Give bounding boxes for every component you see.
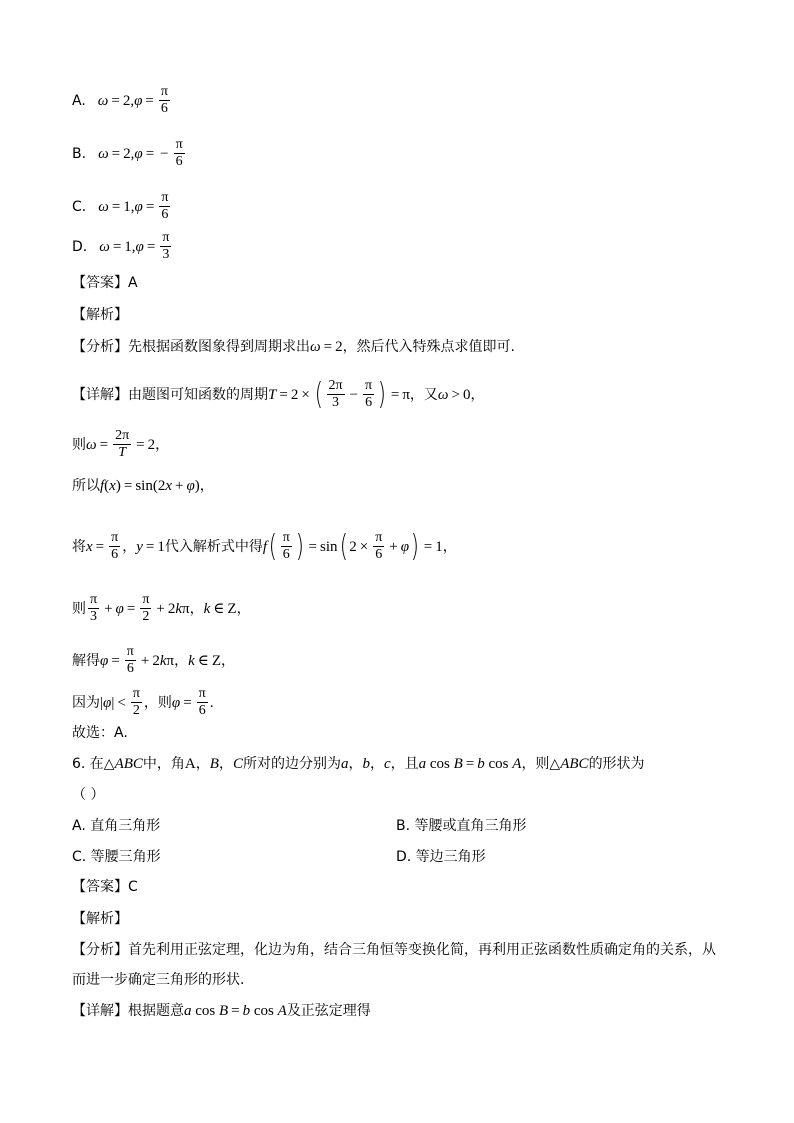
- answer-tag: 【答案】: [72, 275, 128, 291]
- suoyi-text: 所以: [72, 478, 100, 494]
- ze2-text: 则: [72, 600, 86, 617]
- option-label: D.: [72, 238, 88, 255]
- fenxi-text-2: 而进一步确定三角形的形状.: [72, 972, 245, 988]
- answer-value: A: [128, 275, 138, 291]
- fenxi-line: 【分析】 先根据函数图象得到周期求出 ω = 2 ，然后代入特殊点求值即可.: [72, 339, 516, 355]
- option-a-6: [72, 817, 160, 835]
- option-label: B.: [72, 145, 87, 162]
- option-label: A.: [72, 92, 86, 109]
- stem-text: 中，角: [142, 756, 185, 772]
- fenxi-tag: 【分析】: [72, 339, 128, 355]
- guxuan-line: [72, 724, 128, 742]
- omega-value: 1: [124, 238, 132, 255]
- omega-value: 1: [123, 198, 131, 215]
- xiangjie-tag: 【详解】: [72, 1003, 128, 1019]
- phi-symbol: φ: [135, 238, 144, 255]
- analysis-tag-6: [72, 910, 128, 928]
- phi-fraction: $\frac{\pi}{6}$: [160, 84, 168, 116]
- function-line: 所以 f ( x ) = sin (2 x + φ ) ，: [72, 478, 214, 494]
- phi-symbol: φ: [134, 198, 143, 215]
- substitute-line: 将 x = $\frac{\pi}{6}$ ， y = 1 代入解析式中得 f ( $\frac{\pi}{6}$ ) = sin ( 2 × $\frac{\pi}{6}$ + φ ) = 1 ，: [72, 528, 457, 564]
- answer-line-6: [72, 878, 138, 896]
- option-text: D. 等边三角形: [396, 849, 486, 865]
- xiangjie-line: 【详解】 由题图可知函数的周期 T = 2 × ( $\frac{2\pi}{3}$ − $\frac{\pi}{6}$ ) = π ，又 ω > 0 ，: [72, 376, 485, 412]
- option-d-6: [396, 848, 486, 866]
- phi-fraction: $\frac{\pi}{3}$: [162, 230, 170, 262]
- xiangjie-text: 根据题意: [128, 1003, 184, 1019]
- omega-symbol: ω: [98, 145, 109, 162]
- option-c-6: [72, 848, 161, 866]
- phi-conclusion-line: 因为 | φ | < $\frac{\pi}{2}$ ，则 φ = $\frac{\pi}{6}$ .: [72, 686, 214, 718]
- jiang-text: 将: [72, 538, 86, 555]
- phi-symbol: φ: [134, 145, 143, 162]
- xiangjie-tag: 【详解】: [72, 386, 128, 403]
- jiede-text: 解得: [72, 652, 100, 669]
- question-6-stem: 6. 在△ ABC 中，角 A ， B ， C 所对的边分别为 a ， b ， c ，且 a cos B = b cos A ，则△ ABC 的形状为: [72, 756, 645, 772]
- omega-symbol: ω: [97, 92, 109, 109]
- yinwei-text: 因为: [72, 694, 100, 711]
- fenxi-text: 先根据函数图象得到周期求出: [128, 339, 310, 355]
- stem-text: 的形状为: [588, 756, 645, 772]
- paren-text: （ ）: [72, 787, 105, 803]
- omega-symbol: ω: [310, 339, 321, 355]
- phi-symbol: φ: [134, 92, 143, 109]
- answer-line: [72, 274, 138, 292]
- answer-paren: [72, 786, 104, 804]
- omega-value: 2: [122, 92, 131, 109]
- stem-text: 6. 在△: [72, 756, 115, 772]
- phi-solve-line: 解得 φ = $\frac{\pi}{6}$ + 2 k π ， k ∈ Z ，: [72, 644, 236, 676]
- fenxi-tag: 【分析】: [72, 942, 128, 958]
- you-text: ，又: [409, 386, 438, 403]
- option-a: A. ω = 2 , φ = $\frac{\pi}{6}$: [72, 84, 168, 116]
- ze-text: 则: [72, 436, 86, 453]
- xiangjie-text-2: 及正弦定理得: [286, 1003, 371, 1019]
- stem-text: ，且: [390, 756, 419, 772]
- fenxi-text: 首先利用正弦定理，化边为角，结合三角恒等变换化简，再利用正弦函数性质确定角的关系，从: [128, 942, 716, 958]
- analysis-tag-text: 【解析】: [72, 307, 128, 323]
- phi-equation-line: 则 $\frac{\pi}{3}$ + φ = $\frac{\pi}{2}$ + 2 k π ， k ∈ Z ，: [72, 592, 251, 624]
- option-text: B. 等腰或直角三角形: [396, 818, 527, 834]
- option-b-6: [396, 817, 527, 835]
- answer-tag: 【答案】: [72, 879, 128, 895]
- phi-fraction: $\frac{\pi}{6}$: [175, 137, 183, 169]
- minus-sign: −: [160, 145, 169, 162]
- option-b: B. ω = 2 , φ = − $\frac{\pi}{6}$: [72, 137, 183, 169]
- option-d: D. ω = 1 , φ = $\frac{\pi}{3}$: [72, 230, 170, 262]
- analysis-tag-text: 【解析】: [72, 911, 128, 927]
- omega-calc-line: 则 ω = $\frac{2\pi}{T}$ = 2 ，: [72, 428, 170, 460]
- fenxi-line-6: [72, 941, 716, 959]
- option-label: C.: [72, 198, 87, 215]
- stem-text: 所对的边分别为: [242, 756, 341, 772]
- option-c: C. ω = 1 , φ = $\frac{\pi}{6}$: [72, 190, 169, 222]
- fenxi-line-6-cont: [72, 971, 244, 989]
- omega-symbol: ω: [99, 238, 110, 255]
- guxuan-text: 故选：A.: [72, 725, 128, 741]
- fenxi-text-2: ，然后代入特殊点求值即可.: [342, 339, 516, 355]
- option-text: A. 直角三角形: [72, 818, 161, 834]
- phi-fraction: $\frac{\pi}{6}$: [161, 190, 169, 222]
- option-text: C. 等腰三角形: [72, 849, 161, 865]
- answer-value: C: [128, 879, 138, 895]
- xiangjie-text: 由题图可知函数的周期: [128, 386, 268, 403]
- xiangjie-line-6: 【详解】 根据题意 a cos B = b cos A 及正弦定理得: [72, 1003, 371, 1019]
- analysis-tag: [72, 306, 128, 324]
- omega-value: 2: [123, 145, 131, 162]
- omega-symbol: ω: [98, 198, 109, 215]
- ze3-text: ，则: [143, 694, 172, 711]
- daiin-text: 代入解析式中得: [164, 538, 263, 555]
- stem-text: ，则△: [521, 756, 561, 772]
